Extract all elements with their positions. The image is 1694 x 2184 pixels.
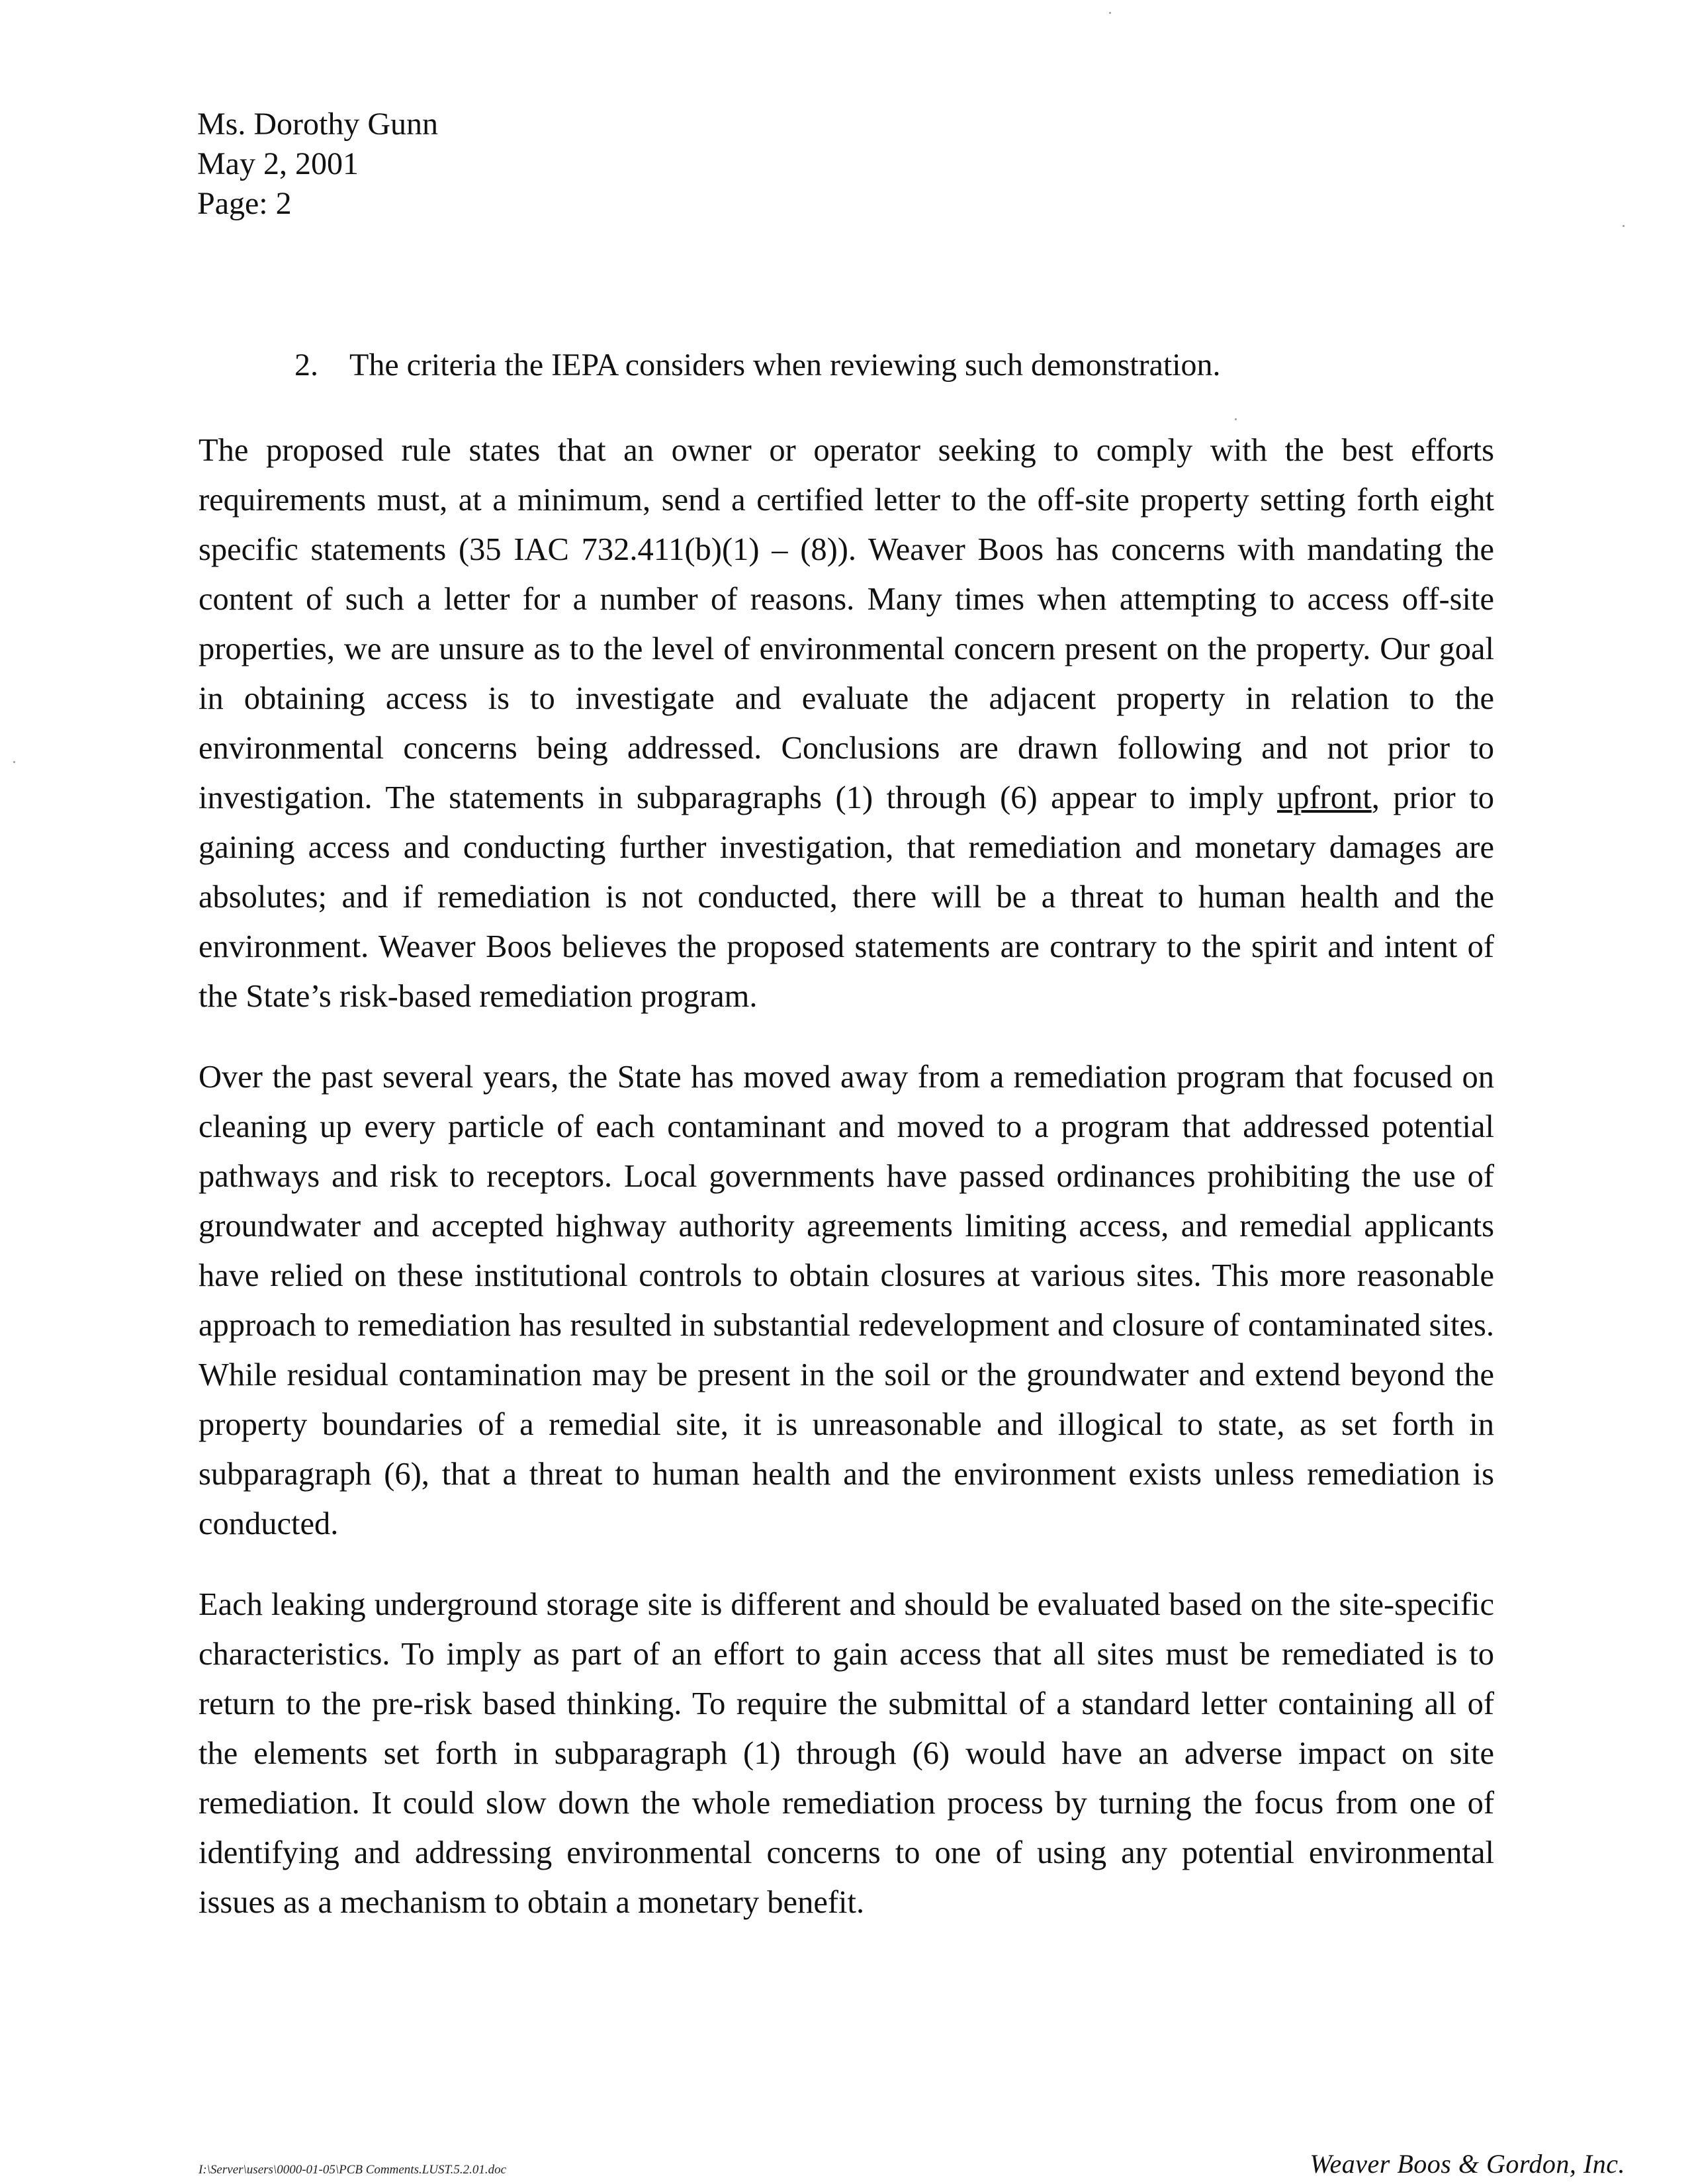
underlined-word-upfront: upfront [1276, 780, 1372, 815]
list-item-number: 2. [294, 347, 318, 383]
paragraph-1-text-start: The proposed rule states that an owner or operator seeking to comply with the best efforts requirements must, at a minimum, send a certified letter to the off-site property setting forth eight specific statements (35 IAC 732.411(b)(1) – (8)). Weaver Boos has concerns with mandating the content of such a letter for a number of reasons. Many times when attempting to access off-site properties, we are unsure as to the level of environmental concern present on the property. Our goal in obtaining access is to investigate and evaluate the adjacent property in relation to the environmental concerns being addressed. Conclusions are drawn following and not prior to investigation. The statements in subparagraphs (1) through (6) appear to imply [199, 433, 1494, 815]
paragraph-1-text-end: , prior to gaining access and conducting further investigation, that remediation and monetary damages are absolutes; and if remediation is not conducted, there will be a threat to human health and the environment. Weaver Boos believes the proposed statements are contrary to the spirit and intent of the State’s risk-based remediation program. [199, 780, 1494, 1014]
list-item-text: The criteria the IEPA considers when reviewing such demonstration. [349, 347, 1221, 383]
body-paragraph-1 [199, 426, 1494, 1021]
scan-speck [1623, 225, 1625, 227]
numbered-list-item [294, 345, 1221, 385]
footer-file-path: I:\Server\users\0000-01-05\PCB Comments.LUST.5.2.01.doc [199, 2163, 507, 2177]
scan-speck [1109, 12, 1111, 14]
body-paragraph-2: Over the past several years, the State has moved away from a remediation program that focused on cleaning up every particle of each contaminant and moved to a program that addressed potential pathways and risk to receptors. Local governments have passed ordinances prohibiting the use of groundwater and accepted highway authority agreements limiting access, and remedial applicants have relied on these institutional controls to obtain closures at various sites. This more reasonable approach to remediation has resulted in substantial redevelopment and closure of contaminated sites. While residual contamination may be present in the soil or the groundwater and extend beyond the property boundaries of a remedial site, it is unreasonable and illogical to state, as set forth in subparagraph (6), that a threat to human health and the environment exists unless remediation is conducted. [199, 1060, 1494, 1541]
body-paragraph-3: Each leaking underground storage site is different and should be evaluated based on the site-specific characteristics. To imply as part of an effort to gain access that all sites must be remediated is to return to the pre-risk based thinking. To require the submittal of a standard letter containing all of the elements set forth in subparagraph (1) through (6) would have an adverse impact on site remediation. It could slow down the whole remediation process by turning the focus from one of identifying and addressing environmental concerns to one of using any potential environmental issues as a mechanism to obtain a monetary benefit. [199, 1587, 1494, 1920]
letter-date: May 2, 2001 [197, 146, 359, 181]
page-number: Page: 2 [197, 186, 292, 221]
scan-speck [1235, 418, 1237, 420]
letter-header [197, 105, 438, 224]
scan-speck [13, 761, 15, 763]
footer-company-name: Weaver Boos & Gordon, Inc. [1310, 2149, 1625, 2179]
recipient-name: Ms. Dorothy Gunn [197, 107, 439, 142]
